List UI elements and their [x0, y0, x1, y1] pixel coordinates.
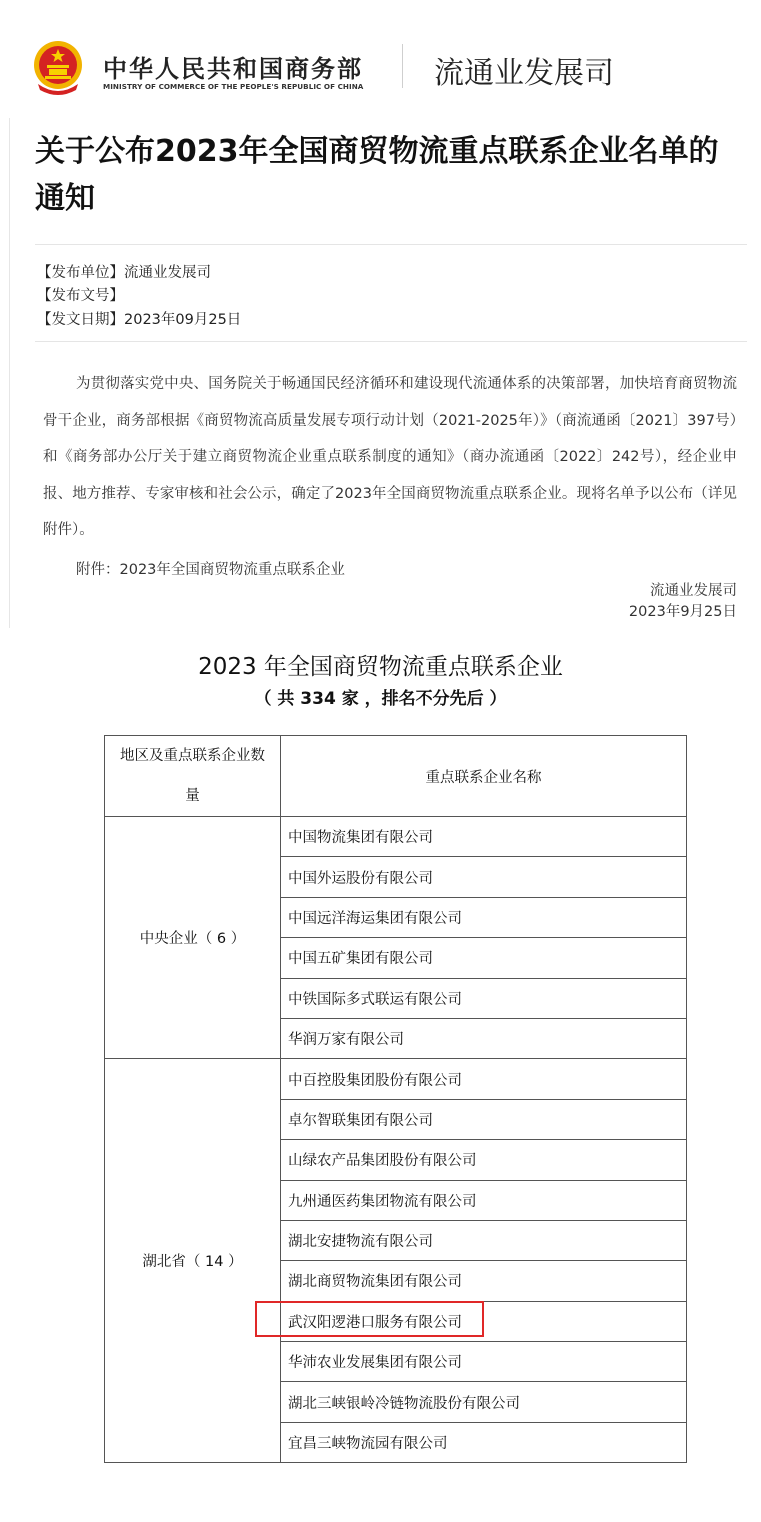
company-name-cell: 九州通医药集团物流有限公司 — [281, 1180, 687, 1220]
table-row — [105, 1059, 687, 1099]
notice-body: 为贯彻落实党中央、国务院关于畅通国民经济循环和建设现代流通体系的决策部署，加快培育商贸物流骨干企业，商务部根据《商贸物流高质量发展专项行动计划（2021-2025年）》（商流通函〔2021〕397号）和《商务部办公厅关于建立商贸物流企业重点联系制度的通知》（商办流通函〔2022〕242号），经企业申报、地方推荐、专家审核和社会公示，确定了2023年全国商贸物流重点联系企业。现将名单予以公布（详见附件）。 — [43, 376, 737, 539]
company-name-cell: 湖北商贸物流集团有限公司 — [281, 1261, 687, 1301]
company-name-cell: 湖北三峡银岭冷链物流股份有限公司 — [281, 1382, 687, 1422]
page-title: 关于公布2023年全国商贸物流重点联系企业名单的通知 — [35, 134, 719, 216]
company-name-cell: 中国五矿集团有限公司 — [281, 938, 687, 978]
company-name-cell: 华沛农业发展集团有限公司 — [281, 1342, 687, 1382]
list-subtitle: （ 共 334 家 ，排名不分先后 ） — [254, 689, 507, 709]
national-emblem-icon — [32, 40, 84, 96]
meta-date — [37, 308, 241, 329]
ministry-name-cn: 中华人民共和国商务部 — [103, 55, 363, 83]
attachment-link[interactable]: 附件：2023年全国商贸物流重点联系企业 — [76, 562, 345, 578]
table-row — [105, 817, 687, 857]
company-name-cell: 中国物流集团有限公司 — [281, 817, 687, 857]
left-border — [9, 118, 10, 628]
col-header-region: 地区及重点联系企业数量 — [105, 736, 281, 817]
col-header-name: 重点联系企业名称 — [281, 736, 687, 817]
meta-issuer-label: 【发布单位】 — [37, 265, 124, 281]
department-name[interactable]: 流通业发展司 — [434, 56, 614, 91]
company-name-cell: 山绿农产品集团股份有限公司 — [281, 1140, 687, 1180]
meta-date-label: 【发文日期】 — [37, 312, 124, 328]
title-divider — [35, 244, 747, 245]
meta-issuer — [37, 261, 211, 282]
company-name-cell: 中百控股集团股份有限公司 — [281, 1059, 687, 1099]
table-header-row — [105, 736, 687, 817]
company-name-cell: 华润万家有限公司 — [281, 1018, 687, 1058]
signature-date: 2023年9月25日 — [628, 604, 737, 620]
company-name-cell: 中铁国际多式联运有限公司 — [281, 978, 687, 1018]
company-name-cell: 中国外运股份有限公司 — [281, 857, 687, 897]
meta-doc-no — [37, 284, 124, 305]
header-divider — [402, 44, 403, 88]
meta-issuer-value: 流通业发展司 — [124, 265, 211, 281]
enterprise-table — [104, 735, 687, 1463]
company-name-cell: 武汉阳逻港口服务有限公司 — [281, 1301, 687, 1341]
region-cell: 湖北省（ 14 ） — [105, 1059, 281, 1463]
highlight-box — [255, 1301, 484, 1337]
ministry-name-en: MINISTRY OF COMMERCE OF THE PEOPLE'S REPUBLIC OF CHINA — [103, 82, 364, 91]
company-name-cell: 宜昌三峡物流园有限公司 — [281, 1422, 687, 1462]
meta-doc-no-label: 【发布文号】 — [37, 288, 124, 304]
signature-department: 流通业发展司 — [650, 583, 737, 599]
list-title: 2023 年全国商贸物流重点联系企业 — [198, 654, 563, 680]
region-cell: 中央企业（ 6 ） — [105, 817, 281, 1059]
meta-divider — [35, 341, 747, 342]
company-name-cell: 中国远洋海运集团有限公司 — [281, 897, 687, 937]
meta-date-value: 2023年09月25日 — [124, 312, 242, 328]
company-name-cell: 湖北安捷物流有限公司 — [281, 1220, 687, 1260]
company-name-cell: 卓尔智联集团有限公司 — [281, 1099, 687, 1139]
